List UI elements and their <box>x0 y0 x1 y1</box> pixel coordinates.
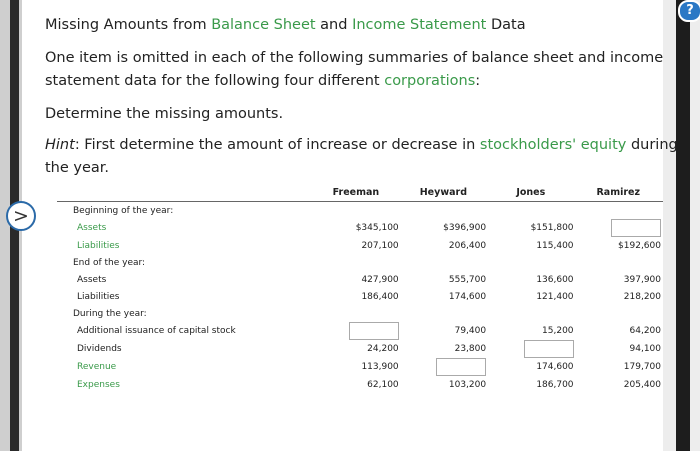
value-cell: 15,200 <box>542 326 574 336</box>
table-row <box>57 305 663 322</box>
income-statement-link[interactable]: Income Statement <box>352 17 487 33</box>
value-cell: 113,900 <box>361 362 399 372</box>
next-arrow-icon[interactable]: > <box>6 201 36 231</box>
value-cell <box>576 254 663 271</box>
value-cell: 79,400 <box>454 326 487 336</box>
value-cell: $396,900 <box>443 223 487 233</box>
input-cell[interactable] <box>313 322 400 340</box>
right-scrollbar[interactable] <box>676 0 690 451</box>
row-label: Assets <box>77 274 107 285</box>
intro-line-1: One item is omitted in each of the following summaries of balance sheet and income <box>45 50 664 66</box>
intro-line-2: statement data for the following four different corporations: <box>45 73 481 89</box>
column-header: Freeman <box>313 184 400 202</box>
data-table <box>57 184 663 393</box>
value-cell <box>576 305 663 322</box>
header-label-col <box>57 184 313 202</box>
problem-panel <box>22 0 678 451</box>
row-label: Additional issuance of capital stock <box>77 326 236 336</box>
help-icon[interactable]: ? <box>678 0 700 22</box>
input-cell[interactable] <box>488 340 575 358</box>
value-cell: 206,400 <box>448 240 487 251</box>
value-cell: 207,100 <box>361 240 399 251</box>
instruction-text: Determine the missing amounts. <box>45 106 284 122</box>
value-cell: 103,200 <box>448 379 487 390</box>
value-cell <box>313 202 400 220</box>
value-cell: 186,700 <box>536 379 574 390</box>
row-label: End of the year: <box>73 257 146 268</box>
row-label: Beginning of the year: <box>73 205 174 216</box>
value-cell <box>488 305 575 322</box>
answer-input[interactable] <box>524 340 574 358</box>
hint-line-2: the year. <box>45 160 110 176</box>
row-label[interactable]: Revenue <box>77 362 117 372</box>
table-row <box>57 219 663 237</box>
value-cell: 136,600 <box>536 274 574 285</box>
column-header: Heyward <box>401 184 488 202</box>
table-row <box>57 358 663 376</box>
value-cell: 62,100 <box>367 379 399 390</box>
value-cell <box>401 254 488 271</box>
value-cell <box>313 305 400 322</box>
value-cell: 555,700 <box>448 274 487 285</box>
value-cell: 205,400 <box>623 379 661 390</box>
value-cell: 24,200 <box>367 344 399 354</box>
column-header: Jones <box>488 184 575 202</box>
value-cell: 179,700 <box>623 362 661 372</box>
corporations-link[interactable]: corporations <box>384 73 476 89</box>
table-row <box>57 237 663 254</box>
value-cell: 218,200 <box>623 291 661 302</box>
row-label[interactable]: Liabilities <box>77 240 120 251</box>
value-cell: 115,400 <box>536 240 574 251</box>
table-row <box>57 340 663 358</box>
table-row <box>57 288 663 305</box>
row-label: During the year: <box>73 308 147 319</box>
value-cell <box>576 202 663 220</box>
table-row <box>57 322 663 340</box>
answer-input[interactable] <box>436 358 486 376</box>
value-cell: $192,600 <box>618 240 661 251</box>
table-row <box>57 254 663 271</box>
column-header: Ramirez <box>576 184 663 202</box>
value-cell <box>313 254 400 271</box>
table-row <box>57 376 663 393</box>
input-cell[interactable] <box>401 358 488 376</box>
value-cell: $345,100 <box>355 223 399 233</box>
table-row <box>57 202 663 220</box>
value-cell: 94,100 <box>629 344 661 354</box>
value-cell <box>401 202 488 220</box>
value-cell: 186,400 <box>361 291 399 302</box>
row-label[interactable]: Expenses <box>77 379 120 390</box>
answer-input[interactable] <box>349 322 399 340</box>
value-cell: 427,900 <box>361 274 399 285</box>
row-label[interactable]: Assets <box>77 223 107 233</box>
table-row <box>57 271 663 288</box>
balance-sheet-link[interactable]: Balance Sheet <box>211 17 316 33</box>
input-cell[interactable] <box>576 219 663 237</box>
value-cell: $151,800 <box>530 223 574 233</box>
value-cell: 64,200 <box>629 326 661 336</box>
value-cell <box>401 305 488 322</box>
row-label: Liabilities <box>77 291 120 302</box>
row-label: Dividends <box>77 344 122 354</box>
problem-title: Missing Amounts from Balance Sheet and Income Statement Data <box>45 17 526 33</box>
value-cell <box>488 202 575 220</box>
value-cell <box>488 254 575 271</box>
stockholders-equity-link[interactable]: stockholders' equity <box>479 137 627 153</box>
value-cell: 23,800 <box>454 344 487 354</box>
value-cell: 174,600 <box>536 362 574 372</box>
value-cell: 174,600 <box>448 291 487 302</box>
answer-input[interactable] <box>611 219 661 237</box>
value-cell: 121,400 <box>536 291 574 302</box>
value-cell: 397,900 <box>623 274 661 285</box>
hint-line-1: Hint: First determine the amount of increase or decrease in stockholders' equity during <box>45 137 678 153</box>
